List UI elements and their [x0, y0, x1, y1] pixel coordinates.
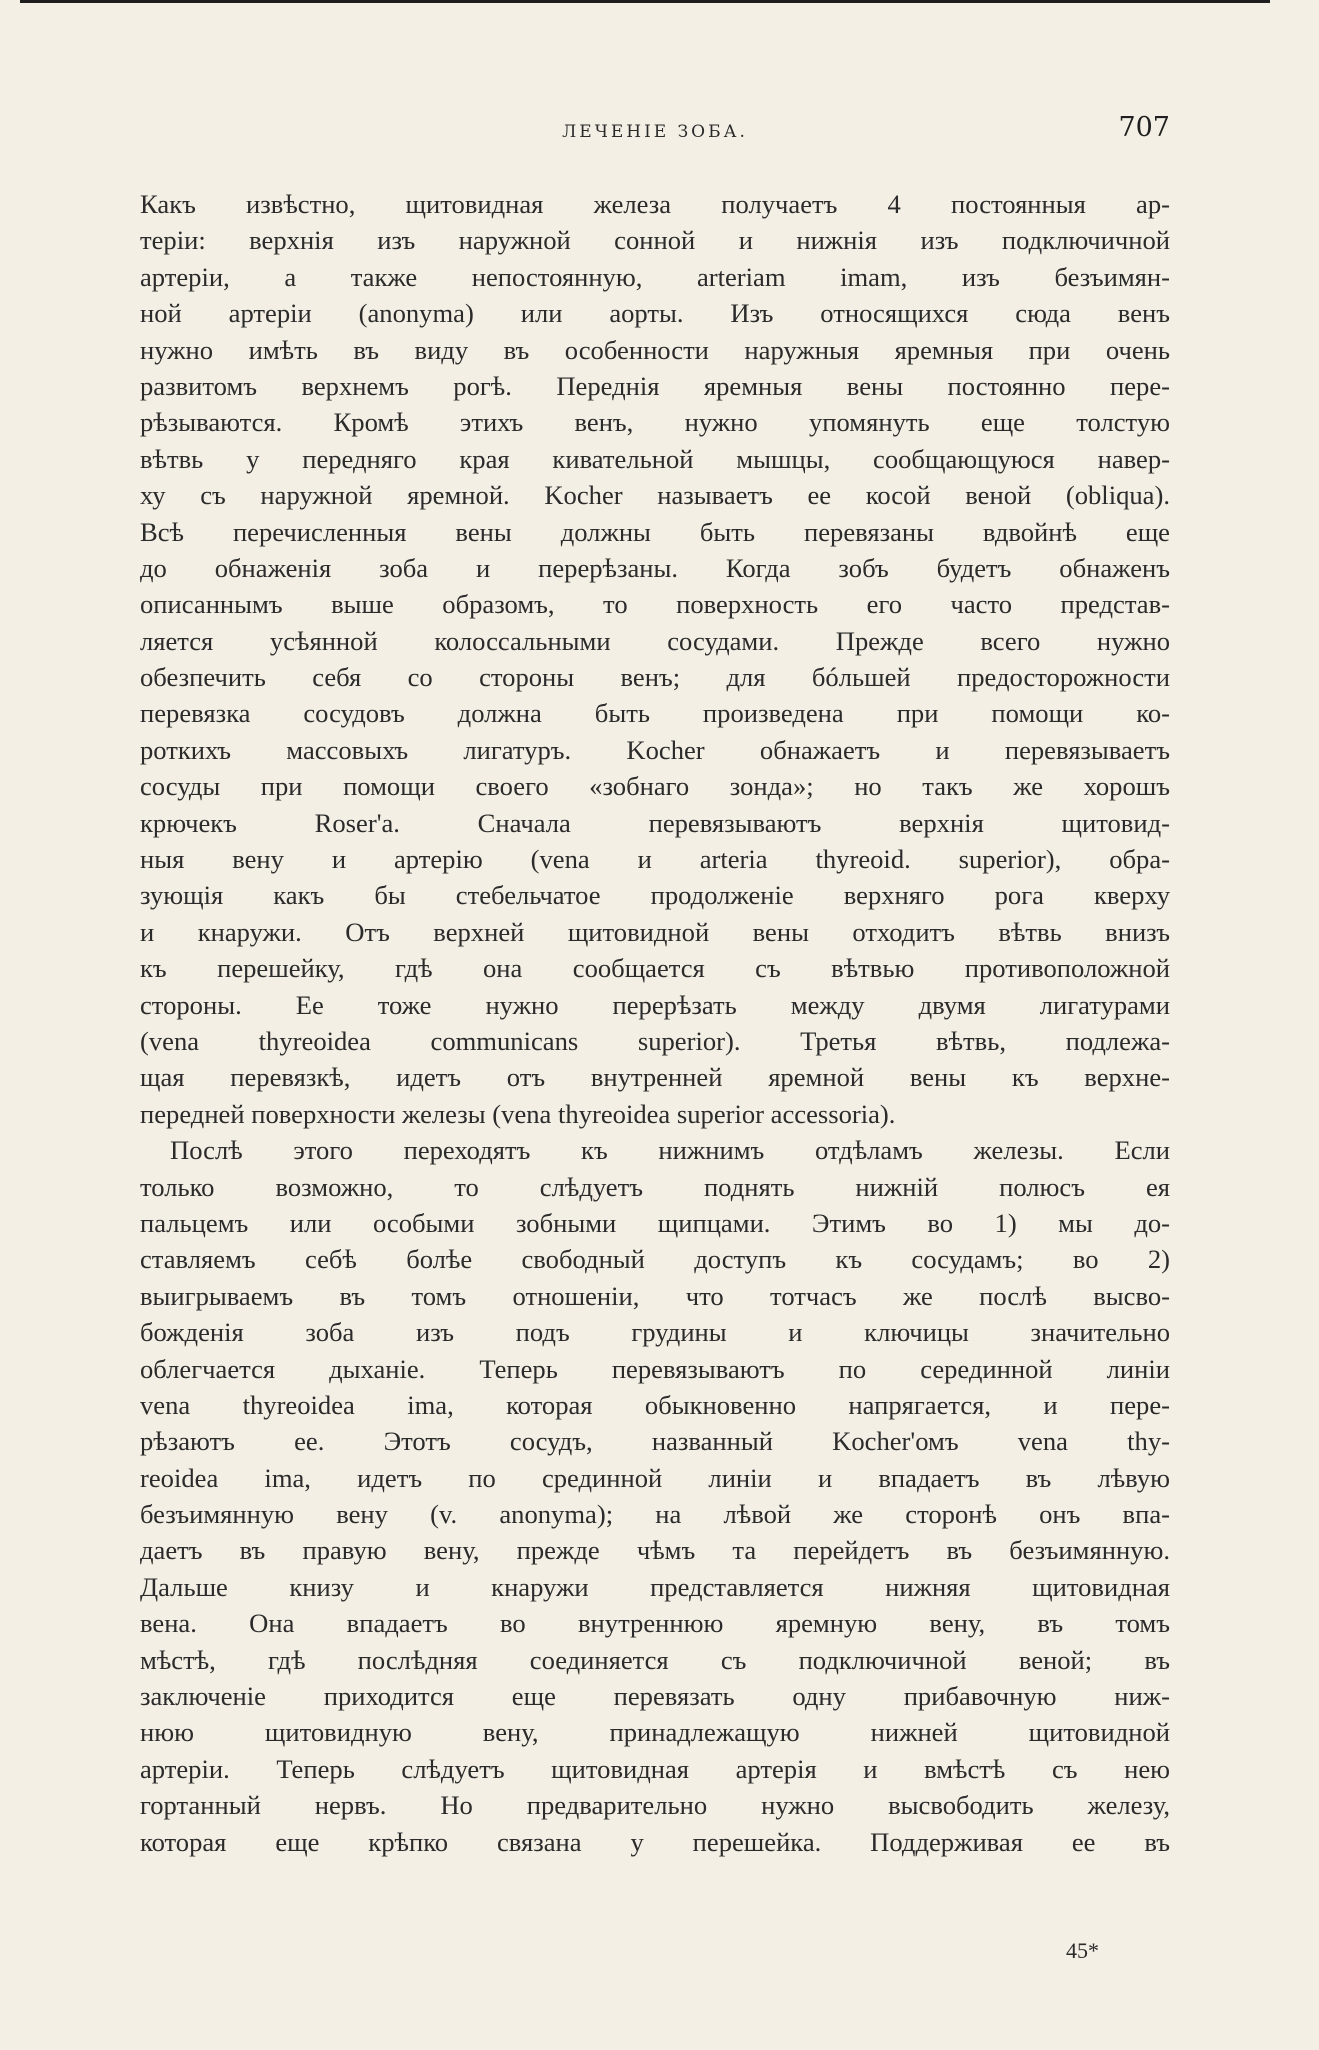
body-text — [140, 186, 1170, 1860]
text-line: заключеніе приходится еще перевязать одну прибавочную ниж- — [140, 1681, 1170, 1712]
text-line: сосуды при помощи своего «зобнаго зонда»; но такъ же хорошъ — [140, 771, 1170, 802]
text-line: безъимянную вену (v. anonyma); на лѣвой же сторонѣ онъ впа- — [140, 1499, 1170, 1530]
text-line: облегчается дыханіе. Теперь перевязываютъ по серединной линіи — [140, 1353, 1170, 1384]
text-line: развитомъ верхнемъ рогѣ. Переднія яремныя вены постоянно пере- — [140, 370, 1170, 401]
text-line-paragraph-end: передней поверхности железы (vena thyreoidea superior accessoria). — [140, 1098, 896, 1129]
text-line: крючекъ Roser'a. Сначала перевязываютъ верхнія щитовид- — [140, 807, 1170, 838]
text-line: ставляемъ себѣ болѣе свободный доступъ къ сосудамъ; во 2) — [140, 1244, 1170, 1275]
text-line: стороны. Ее тоже нужно перерѣзать между двумя лигатурами — [140, 989, 1170, 1020]
text-line: ху съ наружной яремной. Kocher называетъ ее косой веной (obliqua). — [140, 480, 1170, 511]
page-number: 707 — [1118, 112, 1170, 143]
text-line: нужно имѣть въ виду въ особенности наружныя яремныя при очень — [140, 334, 1170, 365]
text-line: артеріи, а также непостоянную, arteriam imam, изъ безъимян- — [140, 261, 1170, 292]
text-line: къ перешейку, гдѣ она сообщается съ вѣтвью противоположной — [140, 953, 1170, 984]
text-line: и кнаружи. Отъ верхней щитовидной вены отходитъ вѣтвь внизъ — [140, 916, 1170, 947]
running-head: ЛЕЧЕНІЕ ЗОБА. — [562, 122, 748, 142]
text-line: Дальше книзу и кнаружи представляется нижняя щитовидная — [140, 1571, 1170, 1602]
text-line: артеріи. Теперь слѣдуетъ щитовидная артерія и вмѣстѣ съ нею — [140, 1753, 1170, 1784]
page-header — [140, 112, 1170, 152]
text-line: reoidea ima, идетъ по срединной линіи и впадаетъ въ лѣвую — [140, 1462, 1170, 1493]
text-line: даетъ въ правую вену, прежде чѣмъ та перейдетъ въ безъимянную. — [140, 1535, 1170, 1566]
text-line: описаннымъ выше образомъ, то поверхность его часто представ- — [140, 589, 1170, 620]
text-line: vena thyreoidea ima, которая обыкновенно напрягается, и пере- — [140, 1389, 1170, 1420]
text-line: роткихъ массовыхъ лигатуръ. Kocher обнажаетъ и перевязываетъ — [140, 734, 1170, 765]
text-line: вѣтвь у передняго края кивательной мышцы, сообщающуюся навер- — [140, 443, 1170, 474]
text-line: ляется усѣянной колоссальными сосудами. Прежде всего нужно — [140, 625, 1170, 656]
text-line: до обнаженія зоба и перерѣзаны. Когда зобъ будетъ обнаженъ — [140, 552, 1170, 583]
text-line: только возможно, то слѣдуетъ поднять нижній полюсъ ея — [140, 1171, 1170, 1202]
text-line: ной артеріи (anonyma) или аорты. Изъ относящихся сюда венъ — [140, 298, 1170, 329]
text-line: нюю щитовидную вену, принадлежащую нижней щитовидной — [140, 1717, 1170, 1748]
text-line: рѣзываются. Кромѣ этихъ венъ, нужно упомянуть еще толстую — [140, 407, 1170, 438]
text-line: выигрываемъ въ томъ отношеніи, что тотчасъ же послѣ высво- — [140, 1280, 1170, 1311]
text-line: ныя вену и артерію (vena и arteria thyreoid. superior), обра- — [140, 844, 1170, 875]
text-line: которая еще крѣпко связана у перешейка. Поддерживая ее въ — [140, 1826, 1170, 1857]
text-line: пальцемъ или особыми зобными щипцами. Этимъ во 1) мы до- — [140, 1207, 1170, 1238]
text-line: обезпечить себя со стороны венъ; для бóльшей предосторожности — [140, 662, 1170, 693]
text-line: рѣзаютъ ее. Этотъ сосудъ, названный Kocher'омъ vena thy- — [140, 1426, 1170, 1457]
text-line: (vena thyreoidea communicans superior). Третья вѣтвь, подлежа- — [140, 1025, 1170, 1056]
text-line: Какъ извѣстно, щитовидная железа получаетъ 4 постоянныя ар- — [140, 189, 1170, 219]
page-top-edge — [20, 0, 1270, 3]
text-line: теріи: верхнія изъ наружной сонной и нижнія изъ подключичной — [140, 225, 1170, 256]
text-line: вена. Она впадаетъ во внутреннюю яремную вену, въ томъ — [140, 1608, 1170, 1639]
signature-mark: 45* — [1066, 1938, 1099, 1963]
text-line-paragraph-start: Послѣ этого переходятъ къ нижнимъ отдѣламъ железы. Если — [170, 1135, 1170, 1166]
text-line: Всѣ перечисленныя вены должны быть перевязаны вдвойнѣ еще — [140, 516, 1170, 547]
text-line: зующія какъ бы стебельчатое продолженіе верхняго рога кверху — [140, 880, 1170, 911]
text-line: щая перевязкѣ, идетъ отъ внутренней яремной вены къ верхне- — [140, 1062, 1170, 1093]
text-line: гортанный нервъ. Но предварительно нужно высвободить железу, — [140, 1790, 1170, 1821]
text-line: божденія зоба изъ подъ грудины и ключицы значительно — [140, 1317, 1170, 1348]
text-line: мѣстѣ, гдѣ послѣдняя соединяется съ подключичной веной; въ — [140, 1644, 1170, 1675]
text-line: перевязка сосудовъ должна быть произведена при помощи ко- — [140, 698, 1170, 729]
